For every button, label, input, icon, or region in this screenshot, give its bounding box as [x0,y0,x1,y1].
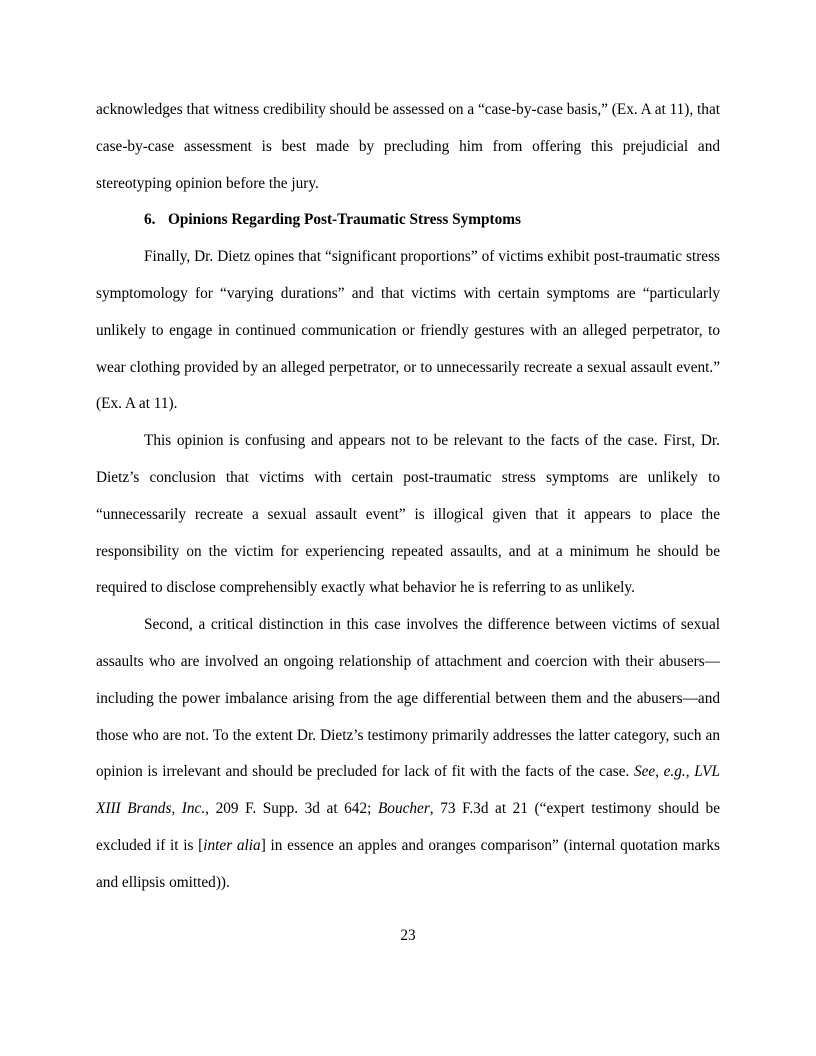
case-name-lvl: LVL XIII Brands, Inc. [96,763,720,818]
inter-alia: inter alia [203,836,261,854]
paragraph-credibility: acknowledges that witness credibility should be assessed on a “case-by-case basis,” (Ex. A at 11), that case-by-case assessment is best made by precluding him from offering this prejudicial and stereotyping opinion before the jury. [96,101,720,192]
case-name-boucher: Boucher [377,800,430,818]
citation-boucher: , 73 F.3d at 21 (“expert testimony should be excluded if it is [ [96,800,720,854]
paragraph-text: Second, a critical distinction in this case involves the difference between victims of sexual assaults who are involved an ongoing relationship of attachment and coercion with their abusers—including the power imbalance arising from the age differential between them and the abusers—and those who are not. To the extent Dr. Dietz’s testimony primarily addresses the latter category, such an opinion is irrelevant and should be precluded for lack of fit with the facts of the case. [96,616,720,781]
citation-tail: ] in essence an apples and oranges comparison” (internal quotation marks and ellipsis omitted)). [96,836,721,891]
page-number: 23 [400,927,416,944]
signal-see-eg: See, e.g. [633,763,686,781]
citation-separator: , [685,763,695,781]
citation-lvl: , 209 F. Supp. 3d at 642; [205,800,378,818]
document-page [96,92,720,902]
section-title: Opinions Regarding Post-Traumatic Stress Symptoms [168,211,521,229]
section-number: 6. [144,211,156,229]
paragraph-confusing-opinion: This opinion is confusing and appears not to be relevant to the facts of the case. First, Dr. Dietz’s conclusion that victims with certain post-traumatic stress symptoms are unlikely to “unnecessarily recreate a sexual assault event” is illogical given that it appears to place the responsibility on the victim for experiencing repeated assaults, and at a minimum he should be required to disclose comprehensibly exactly what behavior he is referring to as unlikely. [96,432,720,597]
paragraph-ptsd-opinion: Finally, Dr. Dietz opines that “significant proportions” of victims exhibit post-traumatic stress symptomology for “varying durations” and that victims with certain symptoms are “particularly unlikely to engage in continued communication or friendly gestures with an alleged perpetrator, to wear clothing provided by an alleged perpetrator, or to unnecessarily recreate a sexual assault event.” (Ex. A at 11). [96,248,720,413]
paragraph-critical-distinction [96,607,720,901]
section-heading-6 [96,202,720,239]
